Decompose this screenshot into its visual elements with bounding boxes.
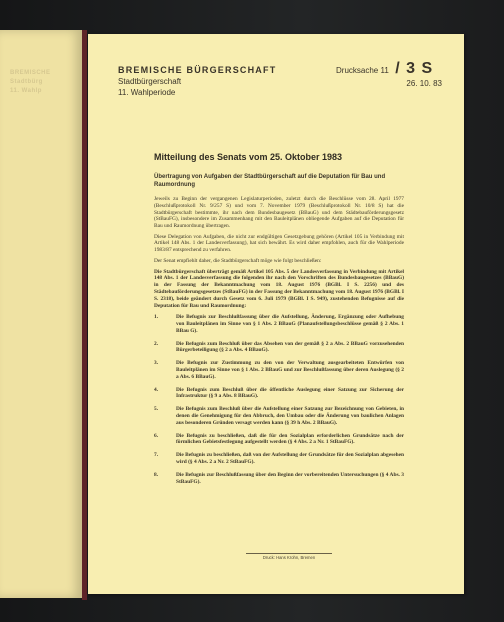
list-item <box>154 341 404 355</box>
list-item-text: Die Befugnis zu beschließen, daß von der Aufstellung der Grundsätze für den Sozialplan abgesehen wird (§ 4 Abs. 2 a Nr. 2 StBauFG). <box>176 452 404 466</box>
list-item <box>154 406 404 426</box>
document-number-value: / 3 S <box>395 60 434 77</box>
paragraph: Der Senat empfiehlt daher, die Stadtbürgerschaft möge wie folgt beschließen: <box>154 257 322 264</box>
list-item-number: 6. <box>154 432 159 439</box>
document-subject: Übertragung von Aufgaben der Stadtbürgerschaft auf die Deputation für Bau und Raumordnung <box>154 174 386 188</box>
list-item <box>154 314 404 334</box>
binder-spine <box>82 30 87 600</box>
document-number <box>336 60 446 78</box>
list-item <box>154 387 404 401</box>
list-item-text: Die Befugnis zu beschließen, daß die für den Sozialplan erforderlichen Grundsätze nach der förmlichen Gebietsfestlegung aufgestellt werden (§ 4 Abs. 2 a Nr. 1 StBauFG). <box>176 432 404 446</box>
list-item-text: Die Befugnis zum Beschluß über das Absehen von der gemäß § 2 a Abs. 2 BBauG vorzusehenden Bürgerbeteiligung (§ 2 a Abs. 4 BBauG). <box>176 340 404 354</box>
list-item-text: Die Befugnis zur Beschlußfassung über den Beginn der vorbereitenden Untersuchungen (§ 4 Abs. 3 StBauFG). <box>176 471 404 485</box>
org-name: BREMISCHE BÜRGERSCHAFT <box>118 65 277 75</box>
list-item-text: Die Befugnis zum Beschluß über die Aufstellung einer Satzung zur Bezeichnung von Gebieten, in denen die Genehmigung für den Abbruch, den Umbau oder die Änderung von baulichen Anlagen aus besonderen Gründen versagt werden kann (§ 39 h Abs. 2 BBauG). <box>176 406 404 426</box>
document-page <box>88 34 464 594</box>
list-item-text: Die Befugnis zur Beschlußfassung über die Aufstellung, Änderung, Ergänzung oder Aufhebung von Bauleitplänen im Sinne von § 1 Abs. 2 BBauG (Planaufstellungsbeschlüsse gemäß § 2 Abs. 1 BBau G). <box>176 314 404 334</box>
list-item-number: 7. <box>154 452 159 459</box>
document-body <box>154 152 404 491</box>
resolution-text: Die Stadtbürgerschaft überträgt gemäß Artikel 105 Abs. 5 der Landesverfassung in Verbindung mit Artikel 148 Abs. 1 der Landesverfassung die folgenden ihr nach den Vorschriften des Bundesbaugesetzes (BBauG) in der Fassung der Bekanntmachung vom 18. August 1976 (BGBl. I S. 2256) und des Städtebauförderungsgesetzes (StBauFG) in der Fassung der Bekanntmachung vom 18. August 1976 (BGBl. I S. 2318), beide geändert durch Gesetz vom 6. Juli 1979 (BGBl. I S. 949), zustehenden Befugnisse auf die Deputation für Bau und Raumordnung: <box>154 268 404 309</box>
header-left <box>118 65 276 97</box>
list-item <box>154 452 404 466</box>
paragraph: Diese Delegation von Aufgaben, die nicht zur endgültigen Gesetzgebung gehören (Artikel 105 in Verbindung mit Artikel 148 Abs. 1 der Landesverfassung), hat sich bewährt. Es wird daher empfohlen, auch für die Wahlperiode 1983/87 entsprechend zu verfahren. <box>154 233 404 254</box>
list-item-number: 1. <box>154 314 159 321</box>
list-item <box>154 360 404 380</box>
suborg-name: Stadtbürgerschaft <box>118 77 182 86</box>
list-item-text: Die Befugnis zum Beschluß über die öffentliche Auslegung einer Satzung zur Sicherung der Infrastruktur (§ 9 a Abs. 8 BBauG). <box>176 386 404 400</box>
list-item-number: 4. <box>154 386 159 393</box>
list-item-number: 3. <box>154 360 159 367</box>
list-item-number: 8. <box>154 471 159 478</box>
list-item-number: 2. <box>154 340 159 347</box>
list-item-number: 5. <box>154 406 159 413</box>
list-item-text: Die Befugnis zur Zustimmung zu den von der Verwaltung ausgearbeiteten Entwürfen von Bauleitplänen im Sinne von § 1 Abs. 2 BBauG und zur Beschlußfassung über deren Auslegung (§ 2 a Abs. 6 BBauG). <box>176 360 404 380</box>
document-number-label: Drucksache 11 <box>336 66 389 75</box>
previous-page-edge: BREMISCHE Stadtbürg 11. Wahlp <box>0 30 87 598</box>
legislative-period: 11. Wahlperiode <box>118 88 176 97</box>
list-item <box>154 433 404 447</box>
document-title: Mitteilung des Senats vom 25. Oktober 1983 <box>154 152 343 162</box>
header-right <box>336 60 446 88</box>
document-date: 26. 10. 83 <box>406 79 442 88</box>
paragraph: Jeweils zu Beginn der vergangenen Legislaturperioden, zuletzt durch die Beschlüsse vom 28. April 1977 (Beschlußprotokoll Nr. 9/257 S) und vom 7. November 1979 (Beschlußprotokoll Nr. 10/8 S) hat die Stadtbürgerschaft bestimmte, ihr nach dem Bundesbaugesetz (BBauG) und dem Städtebauförderungsgesetz (StBauFG), insbesondere im Zusammenhang mit den Bauleitplänen obliegende Aufgaben auf die Deputation für Bau und Raumordnung übertragen. <box>154 196 404 229</box>
printer-imprint: Druck: Hans Krohn, Bremen <box>246 553 332 560</box>
list-item <box>154 472 404 486</box>
